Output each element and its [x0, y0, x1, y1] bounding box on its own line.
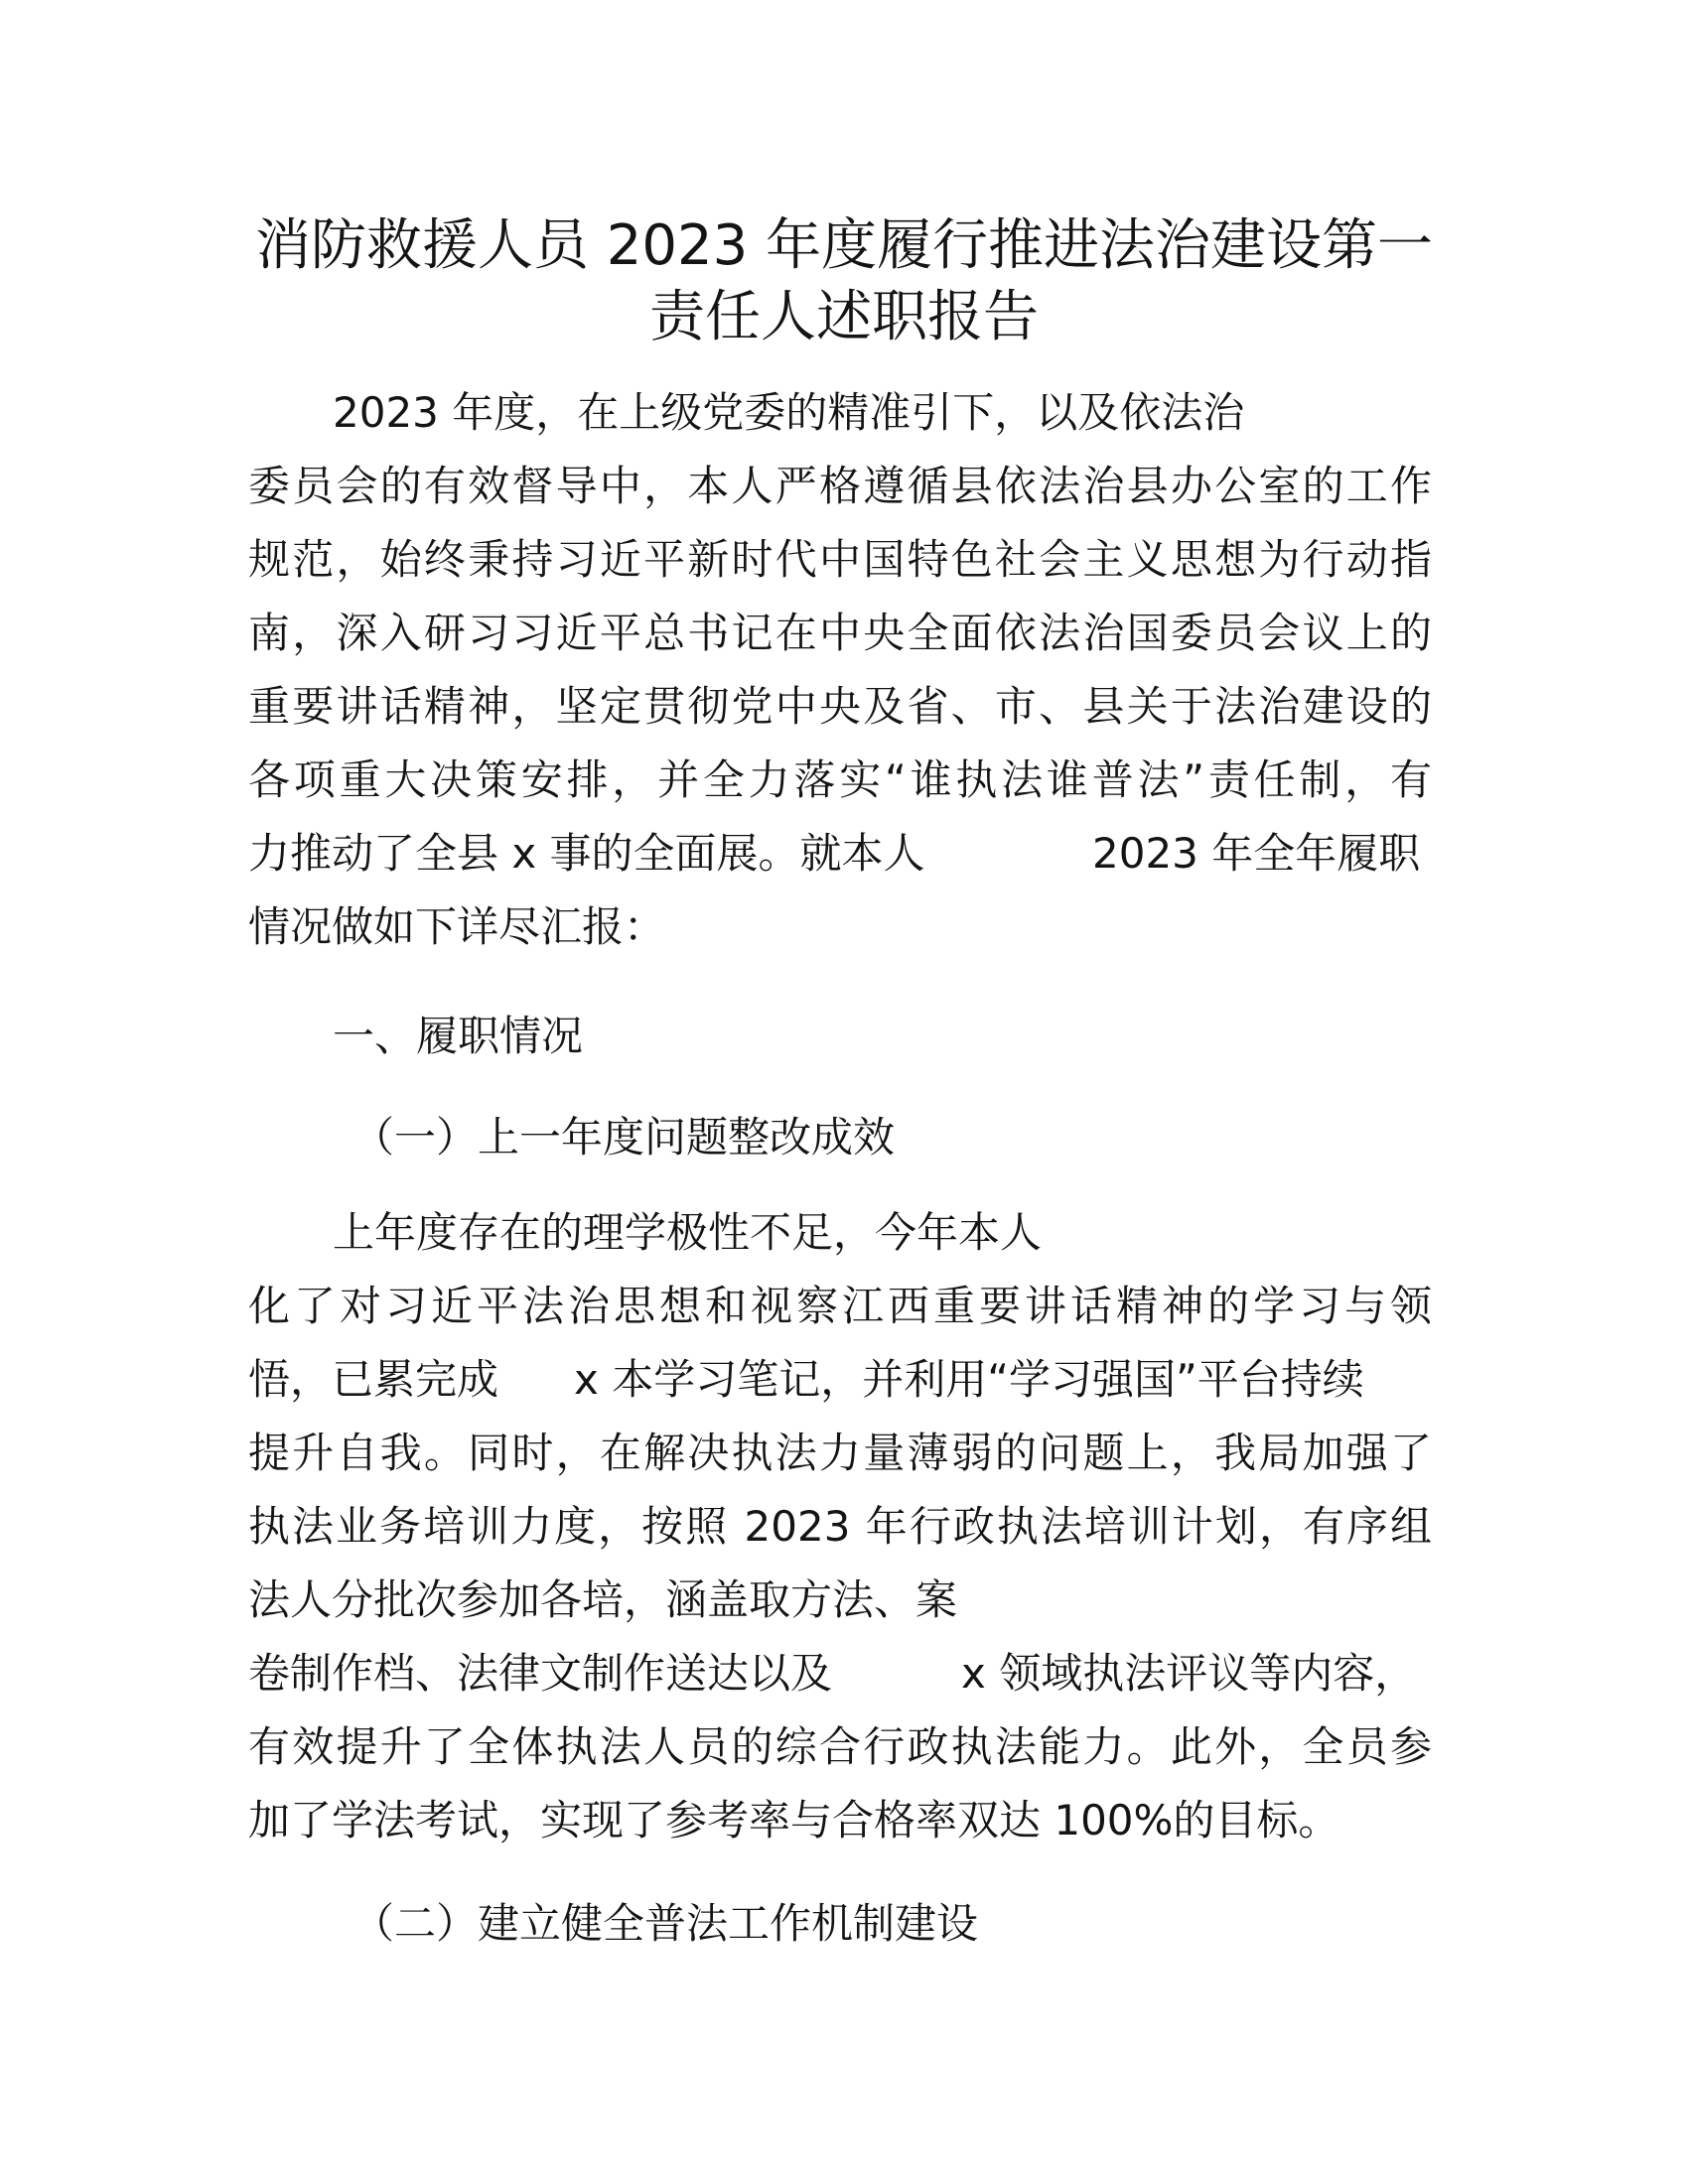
intro-line-8: 情况做如下详尽汇报：: [248, 902, 666, 951]
document-title-line-2: 责任人述职报告: [649, 285, 1039, 349]
intro-line-3: 规范，始终秉持习近平新时代中国特色社会主义思想为行动指: [248, 535, 1432, 584]
sub1-line-4: 提升自我。同时，在解决执法力量薄弱的问题上，我局加强了: [248, 1429, 1432, 1477]
subsection-1-heading: （一）上一年度问题整改成效: [352, 1113, 896, 1161]
sub1-line-6: 法人分批次参加各培，涵盖取方法、案: [248, 1575, 958, 1624]
sub1-line-7-right: x 领域执法评议等内容，: [961, 1649, 1417, 1698]
sub1-line-3-left: 悟，已累完成: [248, 1355, 499, 1404]
sub1-line-2: 化了对习近平法治思想和视察江西重要讲话精神的学习与领: [248, 1282, 1432, 1330]
sub1-line-9: 加了学法考试，实现了参考率与合格率双达 100%的目标。: [248, 1796, 1340, 1844]
sub1-line-3-right: x 本学习笔记，并利用“学习强国”平台持续: [574, 1355, 1364, 1404]
subsection-2-heading: （二）建立健全普法工作机制建设: [352, 1899, 979, 1948]
intro-line-7-right: 2023 年全年履职: [1092, 829, 1421, 878]
intro-line-5: 重要讲话精神，坚定贯彻党中央及省、市、县关于法治建设的: [248, 682, 1432, 731]
intro-line-6: 各项重大决策安排，并全力落实“谁执法谁普法”责任制，有: [248, 755, 1432, 804]
document-title-line-1: 消防救援人员 2023 年度履行推进法治建设第一: [254, 213, 1434, 278]
sub1-line-8: 有效提升了全体执法人员的综合行政执法能力。此外，全员参: [248, 1722, 1432, 1771]
intro-line-4: 南，深入研习习近平总书记在中央全面依法治国委员会议上的: [248, 609, 1432, 657]
sub1-line-1: 上年度存在的理学极性不足，今年本人: [333, 1208, 1043, 1257]
intro-line-7-left: 力推动了全县 x 事的全面展。就本人: [248, 829, 925, 878]
sub1-line-5: 执法业务培训力度，按照 2023 年行政执法培训计划，有序组: [248, 1502, 1432, 1551]
intro-line-2: 委员会的有效督导中，本人严格遵循县依法治县办公室的工作: [248, 462, 1432, 510]
intro-line-1: 2023 年度，在上级党委的精准引下，以及依法治: [333, 388, 1245, 437]
sub1-line-7-left: 卷制作档、法律文制作送达以及: [248, 1649, 833, 1698]
section-1-heading: 一、履职情况: [333, 1012, 584, 1060]
